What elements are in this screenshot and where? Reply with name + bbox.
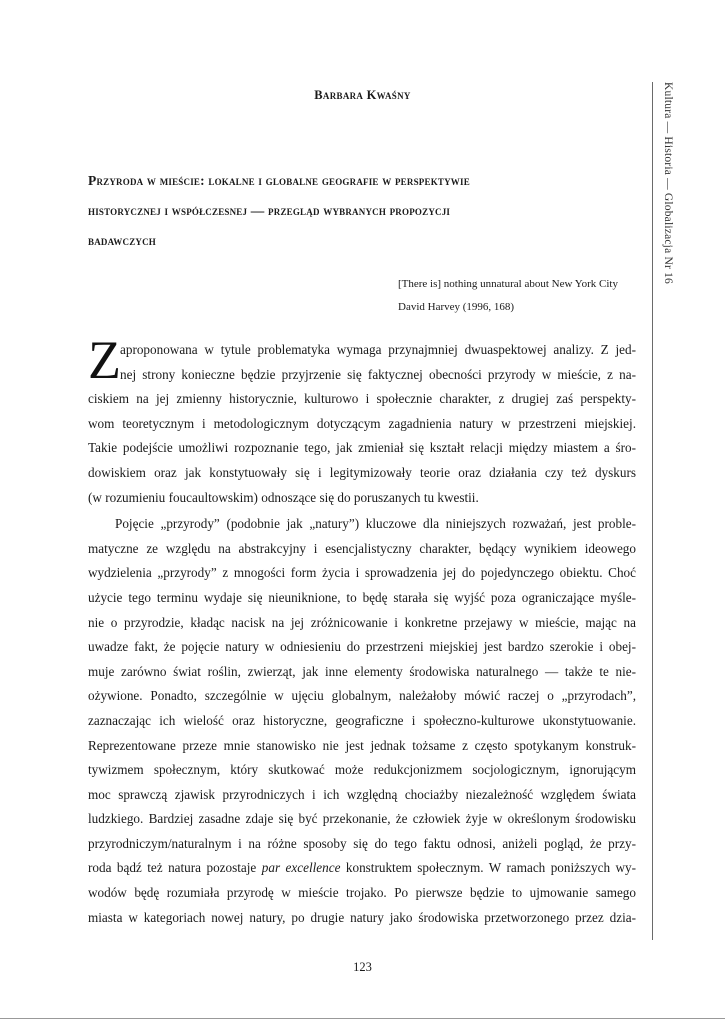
text-line: tywizmem społecznym, który skutkować może redukcjonizmem socjologicznym, ignorującym	[88, 762, 636, 778]
text-run: roda bądź też natura pozostaje	[88, 860, 262, 876]
text-run: konstruktem społecznym. W ramach poniższych wy-	[340, 860, 637, 876]
text-line: muje zarówno świat roślin, zwierząt, jak inne elementy środowiska naturalnego — także te nie-	[88, 663, 636, 679]
italic-phrase: par excellence	[261, 860, 341, 876]
paragraph-1	[88, 338, 636, 510]
text-line: ożywione. Ponadto, szczególnie w ujęciu globalnym, należałoby mówić raczej o „przyrodach”,	[88, 688, 636, 704]
text-line: zaznaczając ich wielość oraz historyczne, geograficzne i społeczno-kulturowe ukonstytuowanie.	[88, 712, 636, 728]
epigraph-quote: [There is] nothing unnatural about New York City	[398, 278, 618, 290]
text-line: matyczne ze względu na abstrakcyjny i esencjalistyczny charakter, będący wynikiem ideowego	[88, 540, 636, 556]
text-line: wydzielenia „przyrody” z mnogości form życia i sprowadzenia jej do pojedynczego obiektu. Choć	[88, 565, 636, 581]
text-line: użycie tego terminu wydaje się nieuniknione, to będę starała się wyjść poza ograniczające myśle-	[88, 589, 636, 605]
text-line: ciskiem na jej zmienny historycznie, kulturowo i społecznie charakter, z drugiej zaś perspekty-	[88, 391, 636, 407]
text-line: nie o przyrodzie, kładąc nacisk na jej zróżnicowanie i konkretne przejawy w mieście, mając na	[88, 614, 636, 630]
author-name: Barbara Kwaśny	[314, 88, 411, 102]
body-text	[88, 338, 636, 930]
paragraph-2	[88, 512, 636, 930]
epigraph-source: David Harvey (1996, 168)	[398, 301, 515, 313]
running-head: Kultura — Historia — Globalizacja Nr 16	[662, 82, 674, 284]
epigraph	[398, 273, 618, 319]
text-line: ludzkiego. Bardziej zasadne zdaje się być przekonanie, że człowiek żyje w określonym środowisku	[88, 811, 636, 827]
running-head-rule	[652, 82, 653, 940]
text-line: uwadze fakt, że pojęcie natury w odniesieniu do przestrzeni miejskiej jest bardzo szerokie i obej-	[88, 639, 636, 655]
text-line: Takie podejście umożliwi rozpoznanie tego, jak zmieniał się kształt relacji między miastem a śro-	[88, 440, 636, 456]
text-line: miasta w kategoriach nowej natury, po drugie natury jako środowiska przetworzonego przez dzia-	[88, 909, 636, 925]
text-line: wom teoretycznym i metodologicznym dotyczącym zagadnienia natury w przestrzeni miejskiej.	[88, 415, 636, 431]
text-line: moc sprawczą zjawisk przyrodniczych i ich względną chociażby niezależność względem świata	[88, 786, 636, 802]
text-line: wodów będę rozumiała przyrodę w mieście trojako. Po pierwsze będzie to ujmowanie samego	[88, 885, 636, 901]
text-line: przyrodniczym/naturalnym i na różne sposoby się do tego faktu odnosi, aniżeli pogląd, że przy-	[88, 835, 636, 851]
text-line: dowiskiem oraz jak konstytuowały się i legitymizowały teorie oraz działania czy też dyskurs	[88, 464, 636, 480]
page-number: 123	[353, 960, 372, 974]
title-line: badawczych	[88, 233, 157, 248]
title-line: historycznej i współczesnej — przegląd wybranych propozycji	[88, 203, 451, 218]
text-line: Reprezentowane przeze mnie stanowisko nie jest jednak tożsame z często spotykanym konstruk-	[88, 737, 636, 753]
text-line	[88, 856, 636, 881]
drop-cap: Z	[88, 330, 121, 390]
text-line: Pojęcie „przyrody” (podobnie jak „natury”) kluczowe dla niniejszych rozważań, jest proble-	[115, 516, 636, 532]
bottom-rule	[0, 1018, 725, 1019]
article-title	[88, 166, 628, 256]
text-line: nej strony konieczne będzie przyjrzenie się faktycznej obecności przyrody w mieście, z na-	[120, 366, 636, 382]
title-line: Przyroda w mieście: lokalne i globalne geografie w perspektywie	[88, 173, 470, 188]
text-line: (w rozumieniu foucaultowskim) odnoszące się do poruszanych tu kwestii.	[88, 489, 479, 505]
text-line: aproponowana w tytule problematyka wymaga przynajmniej dwuaspektowej analizy. Z jed-	[120, 342, 636, 357]
